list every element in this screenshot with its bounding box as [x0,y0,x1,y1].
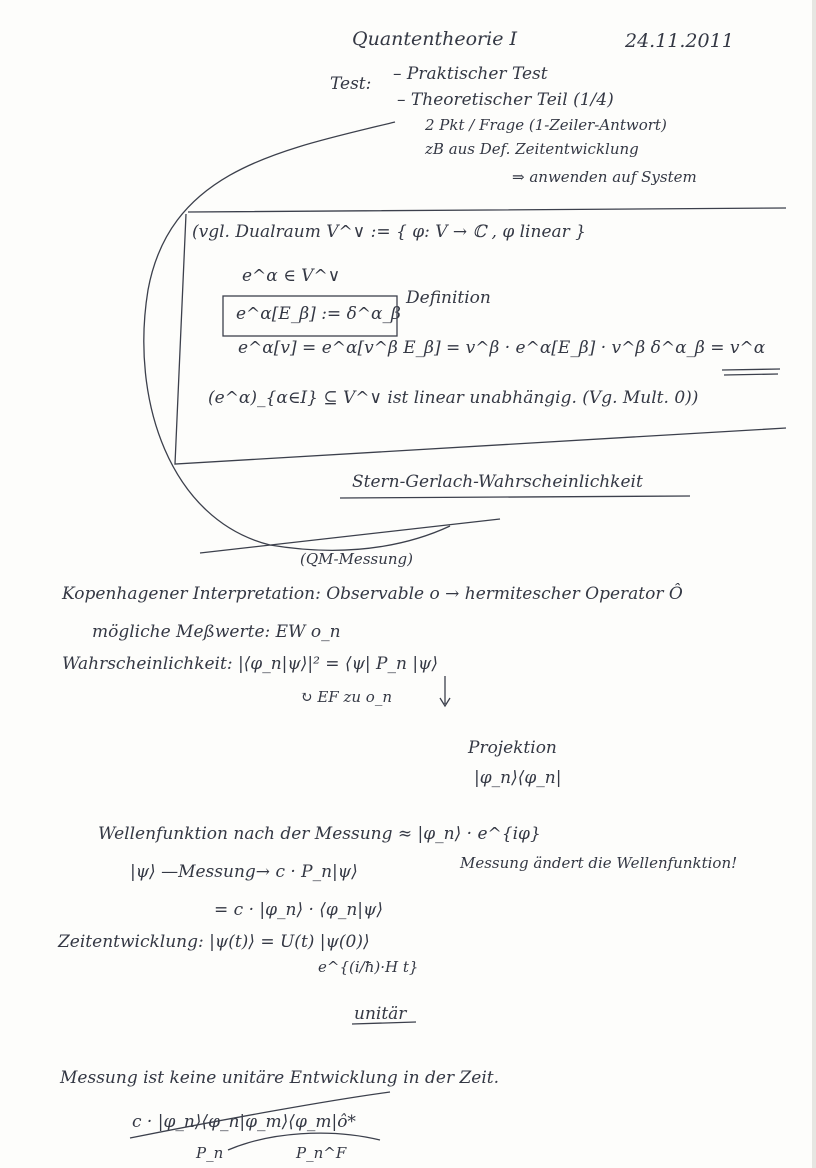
kopenhagen-line-1: Kopenhagener Interpretation: Observable o → hermitescher Operator Ô [62,584,683,604]
projection-arrow [440,676,450,706]
box-line-element: e^α ∈ V^∨ [242,266,341,286]
box-line-evaluation: e^α[v] = e^α[v^β E_β] = v^β · e^α[E_β] · v^β δ^α_β = v^α [238,338,766,358]
test-item-1: – Praktischer Test [393,64,548,84]
stern-underline-1 [340,496,690,498]
test-item-5: ⇒ anwenden auf System [512,168,697,186]
test-item-3: 2 Pkt / Frage (1-Zeiler-Antwort) [425,116,667,134]
stern-underline-2 [200,519,500,553]
zeit-line-1: Zeitentwicklung: |ψ(t)⟩ = U(t) |ψ(0)⟩ [58,932,370,952]
stern-gerlach-subtitle: (QM-Messung) [300,550,413,568]
wellen-line-2: |ψ⟩ —Messung→ c · P_n|ψ⟩ [130,862,358,882]
stern-gerlach-title: Stern-Gerlach-Wahrscheinlichkeit [352,472,643,492]
struck-formula: c · |φ_n⟩⟨φ_n|φ_m⟩⟨φ_m|ô* [132,1112,356,1132]
kopenhagen-line-2: mögliche Meßwerte: EW o_n [92,622,341,642]
kopenhagen-line-4: ↻ EF zu o_n [300,688,392,706]
zeit-exp: e^{(i/ħ)·H t} [318,958,419,976]
page-date: 24.11.2011 [625,30,734,52]
page-edge [812,0,816,1168]
kopenhagen-line-3: Wahrscheinlichkeit: |⟨φ_n|ψ⟩|² = ⟨ψ| P_n |ψ⟩ [62,654,439,674]
box-line-independence: (e^α)_{α∈I} ⊆ V^∨ ist linear unabhängig. (Vg. Mult. 0)) [208,388,699,408]
projection-label: Projektion [468,738,557,758]
definition-formula: e^α[E_β] := δ^α_β [236,304,401,324]
test-label: Test: [330,74,372,94]
double-underline-1 [722,369,780,370]
definition-label: Definition [406,288,491,308]
wellen-note: Messung ändert die Wellenfunktion! [460,854,738,872]
struck-sub-1: P_n [196,1144,224,1162]
box-frame [175,208,786,464]
projection-formula: |φ_n⟩⟨φ_n| [474,768,562,788]
footer-line: Messung ist keine unitäre Entwicklung in der Zeit. [60,1068,500,1088]
test-item-4: zB aus Def. Zeitentwicklung [425,140,639,158]
double-underline-2 [724,374,778,375]
box-line-dualraum: (vgl. Dualraum V^∨ := { φ: V → ℂ , φ linear } [192,222,586,242]
wellen-line-3: = c · |φ_n⟩ · ⟨φ_n|ψ⟩ [214,900,383,920]
zeit-unitaer: unitär [354,1004,407,1024]
struck-sub-2: P_n^F [296,1144,347,1162]
test-item-2: – Theoretischer Teil (1/4) [397,90,614,110]
page-title: Quantentheorie I [352,28,517,50]
wellen-line-1: Wellenfunktion nach der Messung ≈ |φ_n⟩ · e^{iφ} [98,824,541,844]
